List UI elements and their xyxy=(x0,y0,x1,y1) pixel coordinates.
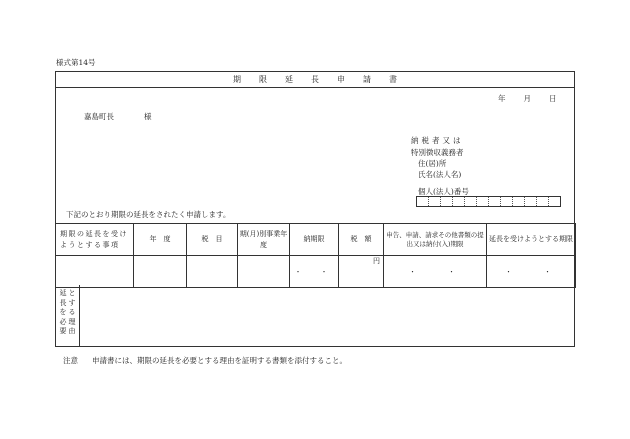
reason-label xyxy=(56,285,80,346)
title-char: 延 xyxy=(285,75,293,84)
request-statement: 下記のとおり期限の延長をされたく申請します。 xyxy=(66,210,231,219)
reason-char: を xyxy=(59,308,67,316)
cell-fiscal-year[interactable] xyxy=(134,256,187,288)
note-label: 注意 xyxy=(63,356,78,365)
applicant-number-label: 個人(法人)番号 xyxy=(418,187,469,196)
extension-dots: ・ ・ xyxy=(505,268,557,276)
amount-unit: 円 xyxy=(373,257,380,265)
header-tax-item: 税 目 xyxy=(187,224,238,256)
reason-char: 長 xyxy=(59,298,67,307)
cell-subject[interactable] xyxy=(56,256,134,288)
header-extension: 延長を受けようとする期限 xyxy=(487,224,576,256)
applicant-name-label[interactable]: 氏名(法人名) xyxy=(418,170,462,179)
header-subject: 期限の延長を受けようとする事項 xyxy=(56,224,134,256)
reason-char: 必 xyxy=(59,317,67,326)
header-period: 期(月)別事業年度 xyxy=(238,224,290,256)
date-month: 月 xyxy=(523,94,531,103)
header-due-date: 納期限 xyxy=(290,224,339,256)
cell-period[interactable] xyxy=(238,256,290,288)
reason-char: す xyxy=(68,298,76,307)
cell-due-date[interactable] xyxy=(290,256,339,288)
title-char: 長 xyxy=(311,75,319,84)
header-filing-due: 申告、申請、請求その他書類の提出又は納付(入)期限 xyxy=(384,224,487,256)
cell-amount[interactable] xyxy=(339,256,384,288)
date-day: 日 xyxy=(549,94,557,103)
reason-char: る xyxy=(68,308,76,316)
reason-char: 理 xyxy=(68,317,76,326)
header-amount: 税 額 xyxy=(339,224,384,256)
date-year: 年 xyxy=(498,94,506,103)
title-char: 書 xyxy=(389,75,397,84)
applicant-taxpayer-label: 納税者又は xyxy=(411,136,464,145)
cell-filing-due[interactable] xyxy=(384,256,487,288)
reason-char: と xyxy=(68,289,76,297)
cell-extension[interactable] xyxy=(487,256,576,288)
reason-row[interactable] xyxy=(55,285,575,347)
reason-char: 要 xyxy=(59,327,67,335)
reason-char: 延 xyxy=(59,289,67,297)
reason-label-col-a xyxy=(60,289,67,346)
addressee-honorific: 様 xyxy=(144,112,152,121)
cell-tax-item[interactable] xyxy=(187,256,238,288)
reason-char: 由 xyxy=(68,327,76,335)
addressee xyxy=(84,111,152,122)
date-line[interactable] xyxy=(498,93,557,104)
reason-label-col-b xyxy=(69,289,76,346)
title-char: 限 xyxy=(259,75,267,84)
form-number: 様式第14号 xyxy=(56,58,96,67)
title-char: 期 xyxy=(233,75,241,84)
addressee-name: 嘉島町長 xyxy=(84,112,114,121)
applicant-collector-label: 特別徴収義務者 xyxy=(411,148,464,157)
header-fiscal-year: 年 度 xyxy=(134,224,187,256)
extension-table xyxy=(55,223,576,288)
personal-number-field[interactable] xyxy=(416,196,561,207)
due-date-dots: ・ ・ xyxy=(294,268,334,276)
form-title xyxy=(56,72,574,88)
note-text: 申請書には、期限の延長を必要とする理由を証明する書類を添付すること。 xyxy=(92,356,347,365)
title-char: 申 xyxy=(337,75,345,84)
title-char: 請 xyxy=(363,75,371,84)
note xyxy=(63,355,347,366)
applicant-address-label[interactable]: 住(居)所 xyxy=(418,159,447,168)
filing-due-dots: ・ ・ xyxy=(409,268,461,276)
